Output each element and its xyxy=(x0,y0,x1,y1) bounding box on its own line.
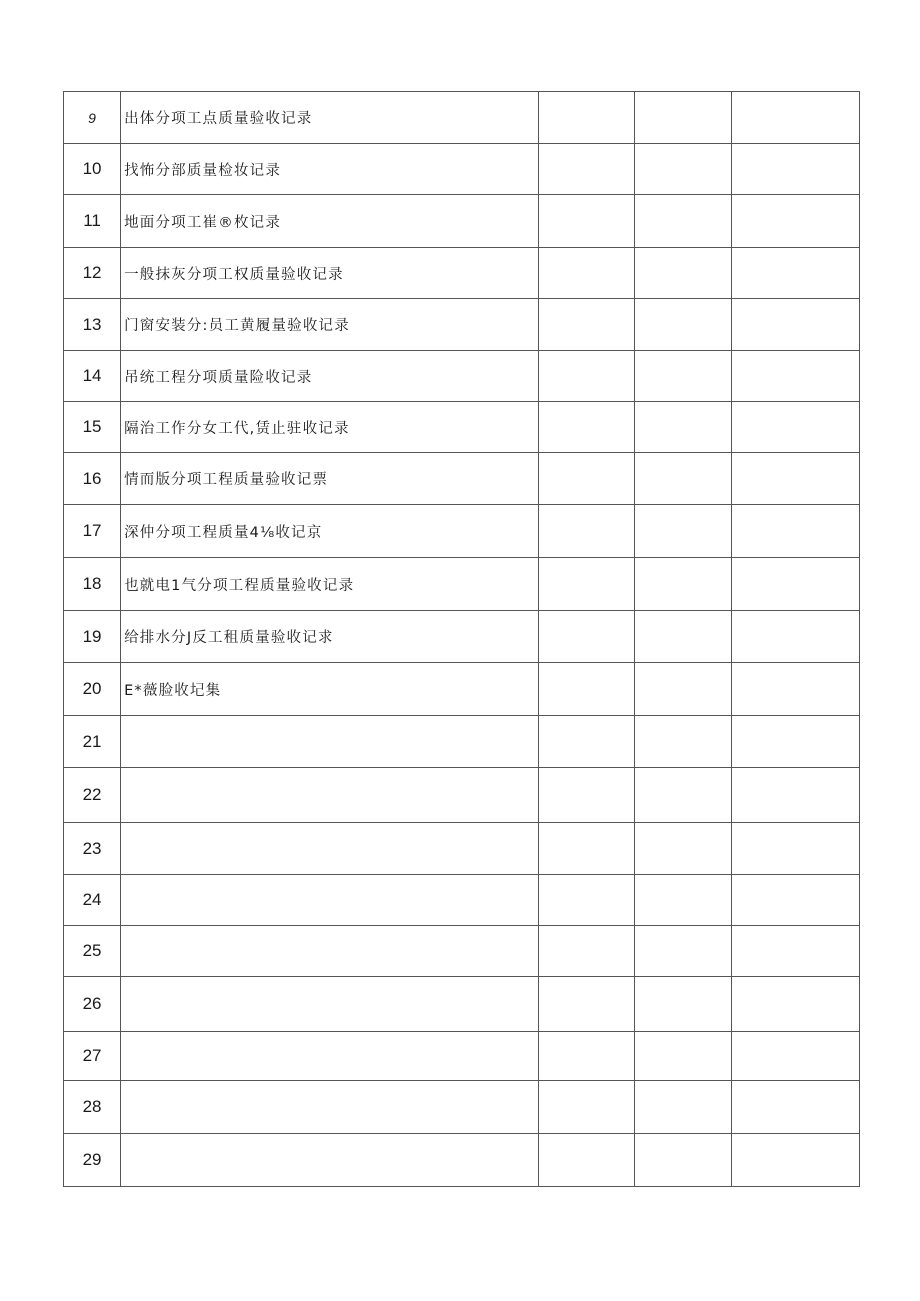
empty-cell xyxy=(538,926,634,977)
row-number: 16 xyxy=(64,453,121,505)
table-row xyxy=(64,453,860,505)
empty-cell xyxy=(538,248,634,299)
empty-cell xyxy=(538,663,634,716)
record-index-table xyxy=(63,91,860,1187)
row-title: 情而版分项工程质量验收记票 xyxy=(121,453,539,505)
row-title: 给排水分J反工租质量验收记求 xyxy=(121,611,539,663)
table-row xyxy=(64,505,860,558)
empty-cell xyxy=(634,453,731,505)
table-row xyxy=(64,351,860,402)
empty-cell xyxy=(538,1134,634,1187)
table-row xyxy=(64,558,860,611)
table-row xyxy=(64,1134,860,1187)
empty-cell xyxy=(731,351,859,402)
empty-cell xyxy=(538,195,634,248)
empty-cell xyxy=(538,505,634,558)
row-number: 15 xyxy=(64,402,121,453)
row-title: 找怖分部质量检妆记录 xyxy=(121,144,539,195)
empty-cell xyxy=(634,505,731,558)
empty-cell xyxy=(538,144,634,195)
empty-cell xyxy=(538,1081,634,1134)
table-row xyxy=(64,299,860,351)
empty-cell xyxy=(634,402,731,453)
row-number: 26 xyxy=(64,977,121,1032)
empty-cell xyxy=(634,716,731,768)
table-row xyxy=(64,144,860,195)
row-title: 也就电1气分项工程质量验收记录 xyxy=(121,558,539,611)
empty-cell xyxy=(731,663,859,716)
row-title xyxy=(121,977,539,1032)
empty-cell xyxy=(731,248,859,299)
empty-cell xyxy=(731,195,859,248)
empty-cell xyxy=(634,248,731,299)
table-row xyxy=(64,248,860,299)
row-title: 地面分项工崔®枚记录 xyxy=(121,195,539,248)
empty-cell xyxy=(731,92,859,144)
empty-cell xyxy=(731,144,859,195)
empty-cell xyxy=(731,453,859,505)
row-title: 出体分项工点质量验收记录 xyxy=(121,92,539,144)
row-number: 24 xyxy=(64,875,121,926)
empty-cell xyxy=(538,1032,634,1081)
empty-cell xyxy=(634,663,731,716)
row-number: 14 xyxy=(64,351,121,402)
empty-cell xyxy=(538,823,634,875)
empty-cell xyxy=(538,875,634,926)
empty-cell xyxy=(731,611,859,663)
table-body xyxy=(64,92,860,1187)
empty-cell xyxy=(731,875,859,926)
table-row xyxy=(64,823,860,875)
row-number: 11 xyxy=(64,195,121,248)
row-number: 29 xyxy=(64,1134,121,1187)
row-number: 10 xyxy=(64,144,121,195)
empty-cell xyxy=(634,1081,731,1134)
row-title xyxy=(121,768,539,823)
row-title: 吊统工程分项质量险收记录 xyxy=(121,351,539,402)
row-number: 22 xyxy=(64,768,121,823)
empty-cell xyxy=(538,453,634,505)
row-title xyxy=(121,926,539,977)
empty-cell xyxy=(634,768,731,823)
row-title xyxy=(121,716,539,768)
empty-cell xyxy=(731,299,859,351)
empty-cell xyxy=(731,402,859,453)
row-number: 25 xyxy=(64,926,121,977)
empty-cell xyxy=(634,558,731,611)
empty-cell xyxy=(538,611,634,663)
empty-cell xyxy=(731,1134,859,1187)
empty-cell xyxy=(634,144,731,195)
empty-cell xyxy=(538,402,634,453)
row-title: 隔治工作分女工代,赁止驻收记录 xyxy=(121,402,539,453)
empty-cell xyxy=(634,1032,731,1081)
empty-cell xyxy=(538,977,634,1032)
table-row xyxy=(64,663,860,716)
row-number: 28 xyxy=(64,1081,121,1134)
empty-cell xyxy=(538,768,634,823)
empty-cell xyxy=(731,1032,859,1081)
row-number: 20 xyxy=(64,663,121,716)
empty-cell xyxy=(538,716,634,768)
row-number: 17 xyxy=(64,505,121,558)
empty-cell xyxy=(538,558,634,611)
empty-cell xyxy=(731,1081,859,1134)
table-row xyxy=(64,195,860,248)
row-title: E*薇脸收圮集 xyxy=(121,663,539,716)
table-row xyxy=(64,402,860,453)
row-number: 23 xyxy=(64,823,121,875)
empty-cell xyxy=(538,351,634,402)
empty-cell xyxy=(731,823,859,875)
empty-cell xyxy=(634,195,731,248)
table-row xyxy=(64,977,860,1032)
empty-cell xyxy=(634,977,731,1032)
row-number: 21 xyxy=(64,716,121,768)
row-number: 27 xyxy=(64,1032,121,1081)
empty-cell xyxy=(538,299,634,351)
row-title xyxy=(121,1032,539,1081)
row-number: 13 xyxy=(64,299,121,351)
empty-cell xyxy=(731,977,859,1032)
empty-cell xyxy=(731,926,859,977)
row-title: 一般抹灰分项工权质量验收记录 xyxy=(121,248,539,299)
empty-cell xyxy=(731,558,859,611)
empty-cell xyxy=(634,1134,731,1187)
row-title xyxy=(121,1081,539,1134)
empty-cell xyxy=(634,823,731,875)
table-row xyxy=(64,716,860,768)
row-number: 18 xyxy=(64,558,121,611)
empty-cell xyxy=(634,351,731,402)
row-title xyxy=(121,823,539,875)
row-title xyxy=(121,1134,539,1187)
empty-cell xyxy=(731,768,859,823)
empty-cell xyxy=(634,926,731,977)
row-number: 19 xyxy=(64,611,121,663)
table-row xyxy=(64,1032,860,1081)
empty-cell xyxy=(731,505,859,558)
empty-cell xyxy=(634,611,731,663)
table-row xyxy=(64,926,860,977)
empty-cell xyxy=(634,299,731,351)
row-title xyxy=(121,875,539,926)
row-title: 门窗安装分:员工黄履量验收记录 xyxy=(121,299,539,351)
table-row xyxy=(64,611,860,663)
row-number: 9 xyxy=(64,92,121,144)
empty-cell xyxy=(634,875,731,926)
table-row xyxy=(64,92,860,144)
table-row xyxy=(64,1081,860,1134)
table-row xyxy=(64,768,860,823)
table-row xyxy=(64,875,860,926)
empty-cell xyxy=(538,92,634,144)
empty-cell xyxy=(731,716,859,768)
empty-cell xyxy=(634,92,731,144)
row-title: 深仲分项工程质量4⅛收记京 xyxy=(121,505,539,558)
row-number: 12 xyxy=(64,248,121,299)
